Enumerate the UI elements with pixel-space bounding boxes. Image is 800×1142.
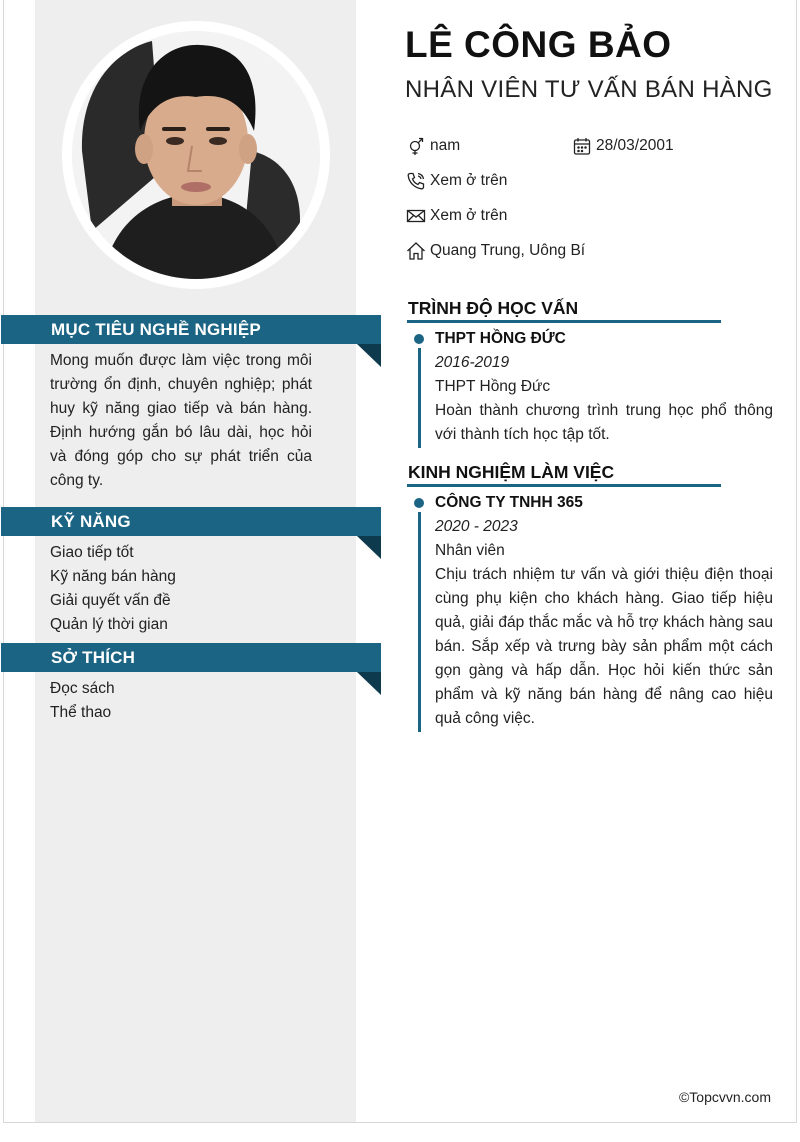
envelope-icon bbox=[406, 206, 426, 226]
footer-credit: ©Topcvvn.com bbox=[678, 1089, 771, 1105]
gender-value: nam bbox=[430, 137, 461, 154]
phone-info bbox=[406, 169, 507, 193]
hobby-item: Đọc sách bbox=[50, 680, 115, 697]
skill-item: Giải quyết vấn đề bbox=[50, 592, 171, 609]
avatar bbox=[72, 31, 320, 279]
education-description: Hoàn thành chương trình trung học phổ thông với thành tích học tập tốt. bbox=[435, 402, 773, 443]
skills-heading: KỸ NĂNG bbox=[1, 507, 381, 536]
timeline-line bbox=[418, 348, 421, 448]
skill-item: Kỹ năng bán hàng bbox=[50, 568, 176, 585]
skills-list bbox=[50, 541, 312, 637]
candidate-position: NHÂN VIÊN TƯ VẤN BÁN HÀNG bbox=[405, 76, 773, 103]
gender-info bbox=[406, 134, 460, 158]
avatar-frame bbox=[62, 21, 330, 289]
email-value: Xem ở trên bbox=[430, 207, 508, 224]
birthdate-value: 28/03/2001 bbox=[596, 137, 674, 154]
timeline-line bbox=[418, 512, 421, 732]
objective-heading: MỤC TIÊU NGHỀ NGHIỆP bbox=[1, 315, 381, 344]
hobbies-list bbox=[50, 677, 312, 725]
education-heading: TRÌNH ĐỘ HỌC VẤN bbox=[407, 297, 721, 323]
experience-heading: KINH NGHIỆM LÀM VIỆC bbox=[407, 461, 721, 487]
calendar-icon bbox=[572, 136, 592, 156]
experience-period: 2020 - 2023 bbox=[435, 518, 518, 535]
candidate-name: LÊ CÔNG BẢO bbox=[405, 24, 672, 65]
skill-item: Giao tiếp tốt bbox=[50, 544, 134, 561]
home-icon bbox=[406, 241, 426, 261]
hobbies-heading: SỞ THÍCH bbox=[1, 643, 381, 672]
education-entry bbox=[435, 327, 773, 447]
objective-text: Mong muốn được làm việc trong môi trường ổn định, chuyên nghiệp; phát huy kỹ năng giao tiếp và bán hàng. Định hướng gắn bó lâu dài, học hỏi và đóng góp cho sự phát triển của công ty. bbox=[50, 352, 312, 489]
ribbon-fold bbox=[357, 344, 381, 367]
address-value: Quang Trung, Uông Bí bbox=[430, 242, 586, 259]
ribbon-fold bbox=[357, 536, 381, 559]
phone-icon bbox=[406, 171, 426, 191]
gender-icon bbox=[406, 136, 426, 156]
phone-value: Xem ở trên bbox=[430, 172, 508, 189]
address-info bbox=[406, 239, 585, 263]
hobby-item: Thể thao bbox=[50, 704, 112, 721]
company-name: CÔNG TY TNHH 365 bbox=[435, 494, 583, 511]
ribbon-fold bbox=[357, 672, 381, 695]
birthdate-info bbox=[572, 134, 674, 158]
school-name: THPT HỒNG ĐỨC bbox=[435, 330, 566, 347]
experience-description: Chịu trách nhiệm tư vấn và giới thiệu điện thoại cùng phụ kiện cho khách hàng. Giao tiếp hiệu quả, giải đáp thắc mắc và hỗ trợ khách hàng sau bán. Sắp xếp và trưng bày sản phẩm một cách gọn gàng và hấp dẫn. Học hỏi kiến thức sản phẩm và kỹ năng bán hàng để nâng cao hiệu quả công việc. bbox=[435, 566, 773, 727]
timeline-dot bbox=[414, 498, 424, 508]
experience-role: Nhân viên bbox=[435, 542, 505, 559]
education-role: THPT Hồng Đức bbox=[435, 378, 551, 395]
timeline-dot bbox=[414, 334, 424, 344]
skill-item: Quản lý thời gian bbox=[50, 616, 168, 633]
education-period: 2016-2019 bbox=[435, 354, 510, 371]
email-info bbox=[406, 204, 507, 228]
experience-entry bbox=[435, 491, 773, 731]
